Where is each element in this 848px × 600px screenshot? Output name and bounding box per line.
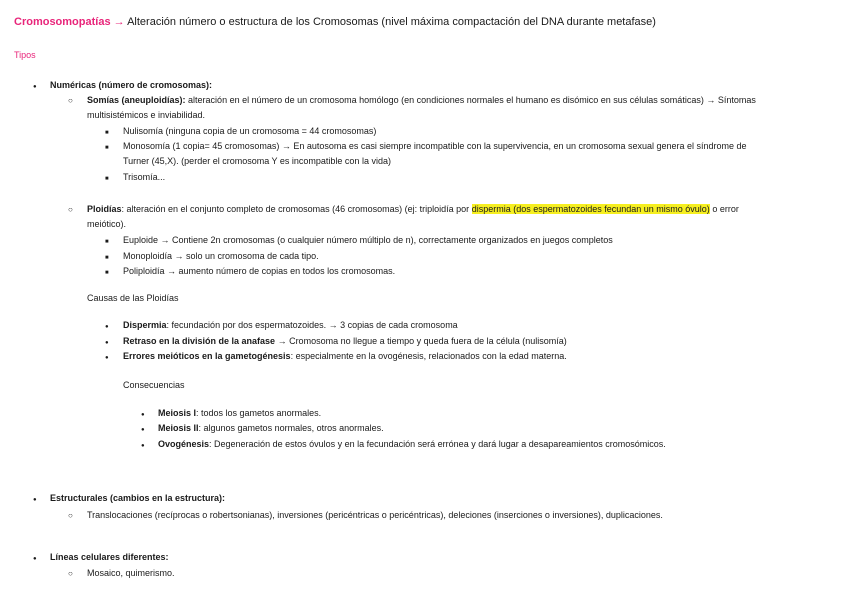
page-title (14, 15, 656, 29)
ploidias-text-cont: meiótico). (87, 219, 127, 229)
title-text: Alteración número o estructura de los Cromosomas (nivel máxima compactación del DNA durante metafase) (127, 16, 656, 28)
list-item-monosomia-cont: Turner (45,X). (perder el cromosoma Y es incompatible con la vida) (123, 156, 391, 166)
ploidias-line (87, 202, 739, 216)
causa-label: Dispermia (123, 320, 167, 330)
ploidias-label: Ploidías (87, 204, 122, 214)
consecuencia-text: : algunos gametos normales, otros anormales. (198, 423, 384, 433)
somias-text: alteración en el número de un cromosoma homólogo (en condiciones normales el humano es disómico en sus células somáticas) → Síntomas (188, 95, 756, 105)
causas-heading: Causas de las Ploidías (87, 293, 179, 303)
somias-label: Somías (aneuploidías): (87, 95, 186, 105)
disc-bullet-icon (105, 349, 109, 365)
section-heading-tipos: Tipos (14, 50, 36, 60)
consecuencia-label: Meiosis I (158, 408, 197, 418)
disc-bullet-icon (105, 334, 109, 350)
list-item-consecuencia (158, 406, 321, 420)
disc-bullet-icon (33, 491, 37, 507)
square-bullet-icon (105, 233, 109, 249)
list-item-monosomia: Monosomía (1 copia= 45 cromosomas) → En autosoma es casi siempre incompatible con la supervivencia, en un cromosoma sexual genera el síndrome de (123, 141, 747, 151)
numericas-heading (50, 78, 212, 92)
causa-text: → Cromosoma no llegue a tiempo y queda fuera de la célula (nulisomía) (275, 336, 567, 346)
circle-bullet-icon (68, 202, 73, 217)
disc-bullet-icon (33, 550, 37, 566)
lineas-label: Líneas celulares diferentes: (50, 552, 169, 562)
circle-bullet-icon (68, 566, 73, 581)
causa-label: Retraso en la división de la anafase (123, 336, 276, 346)
list-item-causa (123, 349, 567, 363)
list-item-monoploidia: Monoploidía → solo un cromosoma de cada tipo. (123, 251, 319, 261)
list-item-consecuencia (158, 437, 666, 451)
disc-bullet-icon (141, 421, 145, 437)
consecuencia-text: : Degeneración de estos óvulos y en la fecundación será errónea y dará lugar a desapareamientos cromosómicos. (209, 439, 666, 449)
consecuencia-text: : todos los gametos anormales. (196, 408, 322, 418)
arrow-icon: → (113, 16, 125, 28)
somias-line (87, 93, 756, 107)
list-item-lineas: Mosaico, quimerismo. (87, 568, 175, 578)
list-item-euploide: Euploide → Contiene 2n cromosomas (o cualquier número múltiplo de n), correctamente organizados en juegos completos (123, 235, 613, 245)
lineas-heading (50, 550, 169, 564)
ploidias-text: : alteración en el conjunto completo de cromosomas (46 cromosomas) (ej: triploidía por (121, 204, 472, 214)
square-bullet-icon (105, 124, 109, 140)
consecuencia-label: Meiosis II (158, 423, 199, 433)
causa-text: : fecundación por dos espermatozoides. → 3 copias de cada cromosoma (166, 320, 458, 330)
list-item-trisomia: Trisomía... (123, 172, 166, 182)
square-bullet-icon (105, 264, 109, 280)
list-item-estructurales: Translocaciones (recíprocas o robertsonianas), inversiones (pericéntricas o pericéntricas), deleciones (inserciones o inversiones), duplicaciones. (87, 510, 663, 520)
disc-bullet-icon (33, 78, 37, 94)
square-bullet-icon (105, 170, 109, 186)
circle-bullet-icon (68, 93, 73, 108)
consecuencias-heading: Consecuencias (123, 380, 185, 390)
disc-bullet-icon (141, 437, 145, 453)
highlighted-text: dispermia (dos espermatozoides fecundan un mismo óvulo) (471, 204, 710, 214)
square-bullet-icon (105, 249, 109, 265)
title-highlight: Cromosomopatías (14, 16, 111, 28)
causa-text: : especialmente en la ovogénesis, relacionados con la edad materna. (290, 351, 567, 361)
consecuencia-label: Ovogénesis (158, 439, 210, 449)
square-bullet-icon (105, 139, 109, 155)
disc-bullet-icon (105, 318, 109, 334)
causa-label: Errores meióticos en la gametogénesis (123, 351, 291, 361)
circle-bullet-icon (68, 508, 73, 523)
list-item-causa (123, 318, 458, 332)
list-item-consecuencia (158, 421, 384, 435)
estructurales-label: Estructurales (cambios en la estructura): (50, 493, 226, 503)
list-item-poliploidia: Poliploidía → aumento número de copias en todos los cromosomas. (123, 266, 396, 276)
estructurales-heading (50, 491, 225, 505)
numericas-label: Numéricas (número de cromosomas): (50, 80, 213, 90)
list-item-nulisomia: Nulisomía (ninguna copia de un cromosoma = 44 cromosomas) (123, 126, 377, 136)
somias-text-cont: multisistémicos e inviabilidad. (87, 110, 206, 120)
list-item-causa (123, 334, 567, 348)
ploidias-text-end: o error (709, 204, 739, 214)
disc-bullet-icon (141, 406, 145, 422)
